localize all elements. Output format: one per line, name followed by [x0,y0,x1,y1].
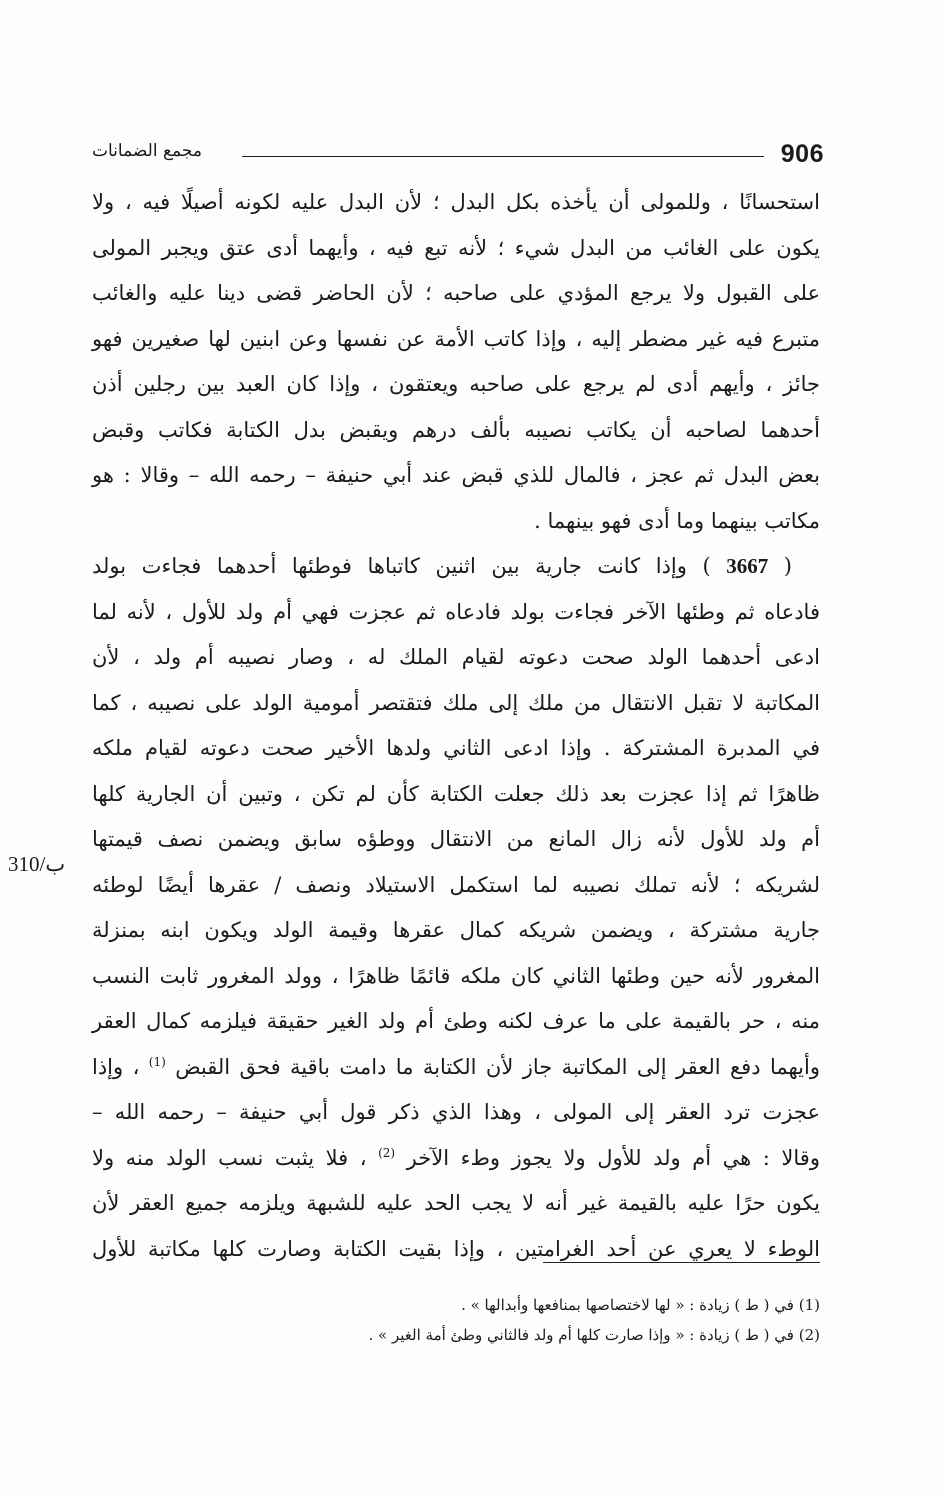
text-line [92,317,820,363]
text-line [92,271,820,317]
footnote-separator [543,1262,820,1263]
line-text: يكون حرًا عليه بالقيمة غير أنه لا يجب الحد عليه للشبهة ويلزمه جميع العقر لأن [92,1191,820,1215]
line-text: ) وإذا كانت جارية بين اثنين كاتباها فوطئها أحدهما فجاءت بولد [92,554,727,578]
line-text: جارية مشتركة ، ويضمن شريكه كمال عقرها وقيمة الولد ويكون ابنه بمنزلة [92,918,820,942]
text-line [92,590,820,636]
line-text: المكاتبة لا تقبل الانتقال من ملك إلى ملك فتقتصر أمومية الولد على نصيبه ، كما [92,690,820,715]
text-line [92,226,820,272]
page-number: 906 [780,140,824,168]
entry-open-paren: ( [768,554,792,578]
text-line [92,362,820,408]
line-text: بعض البدل ثم عجز ، فالمال للذي قبض عند أبي حنيفة – رحمه الله – وقالا : هو [92,463,820,487]
text-line [92,954,820,1000]
text-line [92,863,820,909]
line-text: منه ، حر بالقيمة على ما عرف لكنه وطئ أم ولد الغير حقيقة فيلزمه كمال العقر [92,1009,820,1033]
line-text-continued: ، فلا يثبت نسب الولد منه ولا [92,1145,379,1170]
footnote-2: (2) في ( ط ) زيادة : « وإذا صارت كلها أم ولد فالثاني وطئ أمة الغير » . [368,1326,820,1344]
text-line [92,1136,820,1182]
line-text: لشريكه ؛ لأنه تملك نصيبه لما استكمل الاستيلاد ونصف / عقرها أيضًا لوطئه [92,872,820,897]
line-text: على القبول ولا يرجع المؤدي على صاحبه ؛ لأن الحاضر قضى دينا عليه والغائب [92,281,820,305]
line-text: المغرور لأنه حين وطئها الثاني كان ملكه قائمًا ظاهرًا ، وولد المغرور ثابت النسب [92,963,820,988]
line-text: مكاتب بينهما وما أدى فهو بينهما . [534,508,820,533]
text-line [92,1045,820,1091]
entry-number: 3667 [726,554,769,578]
line-text: ظاهرًا ثم إذا عجزت بعد ذلك جعلت الكتابة كأن لم تكن ، وتبين أن الجارية كلها [92,781,820,806]
text-line [92,772,820,818]
text-line [92,1227,820,1273]
line-text: عجزت ترد العقر إلى المولى ، وهذا الذي ذكر قول أبي حنيفة – رحمه الله – [92,1100,820,1124]
main-text [92,180,820,1272]
text-line [92,635,820,681]
footnotes [92,1290,820,1350]
text-line [92,999,820,1045]
running-head [92,136,828,176]
header-rule [242,156,764,157]
text-line [92,180,820,226]
text-line [92,544,820,590]
line-text: جائز ، وأيهم أدى لم يرجع على صاحبه ويعتقون ، وإذا كان العبد بين رجلين أذن [92,372,820,396]
line-text: أحدهما لصاحبه أن يكاتب نصيبه بألف درهم ويقبض بدل الكتابة فكاتب وقبض [92,417,820,442]
line-text: فادعاه ثم وطئها الآخر فجاءت بولد فادعاه ثم عجزت فهي أم ولد للأول ، لأنه لما [92,599,820,624]
text-line [92,1181,820,1227]
line-text: استحسانًا ، وللمولى أن يأخذه بكل البدل ؛ لأن البدل عليه لكونه أصيلًا فيه ، ولا [92,190,820,214]
line-text: يكون على الغائب من البدل شيء ؛ لأنه تبع فيه ، وأيهما أدى عتق ويجبر المولى [92,235,820,260]
text-line [92,726,820,772]
line-text: وقالا : هي أم ولد للأول ولا يجوز وطء الآخر [406,1145,820,1170]
footnote-reference[interactable]: (1) [148,1054,166,1069]
book-title: مجمع الضمانات [92,141,202,161]
line-text: في المدبرة المشتركة . وإذا ادعى الثاني ولدها الأخير صحت دعوته لقيام ملكه [92,736,820,760]
manuscript-folio-note: 310/ب [8,852,66,876]
text-line [92,1090,820,1136]
line-text: الوطء لا يعري عن أحد الغرامتين ، وإذا بقيت الكتابة وصارت كلها مكاتبة للأول [92,1236,820,1261]
line-text-continued: ، وإذا [92,1054,149,1079]
footnote-1: (1) في ( ط ) زيادة : « لها لاختصاصها بمنافعها وأبدالها » . [461,1296,820,1314]
line-text: ادعى أحدهما الولد صحت دعوته لقيام الملك له ، وصار نصيبه أم ولد ، لأن [92,645,820,669]
text-line [92,453,820,499]
text-line [92,908,820,954]
text-line [92,681,820,727]
text-line [92,499,820,545]
footnote-reference[interactable]: (2) [378,1145,396,1160]
text-line [92,408,820,454]
text-line [92,817,820,863]
line-text: وأيهما دفع العقر إلى المكاتبة جاز لأن الكتابة ما دامت باقية فحق القبض [175,1054,821,1079]
line-text: متبرع فيه غير مضطر إليه ، وإذا كاتب الأمة عن نفسها وعن ابنين لها صغيرين فهو [92,326,820,351]
line-text: أم ولد للأول لأنه زال المانع من الانتقال ووطؤه سابق ويضمن نصف قيمتها [92,827,820,851]
